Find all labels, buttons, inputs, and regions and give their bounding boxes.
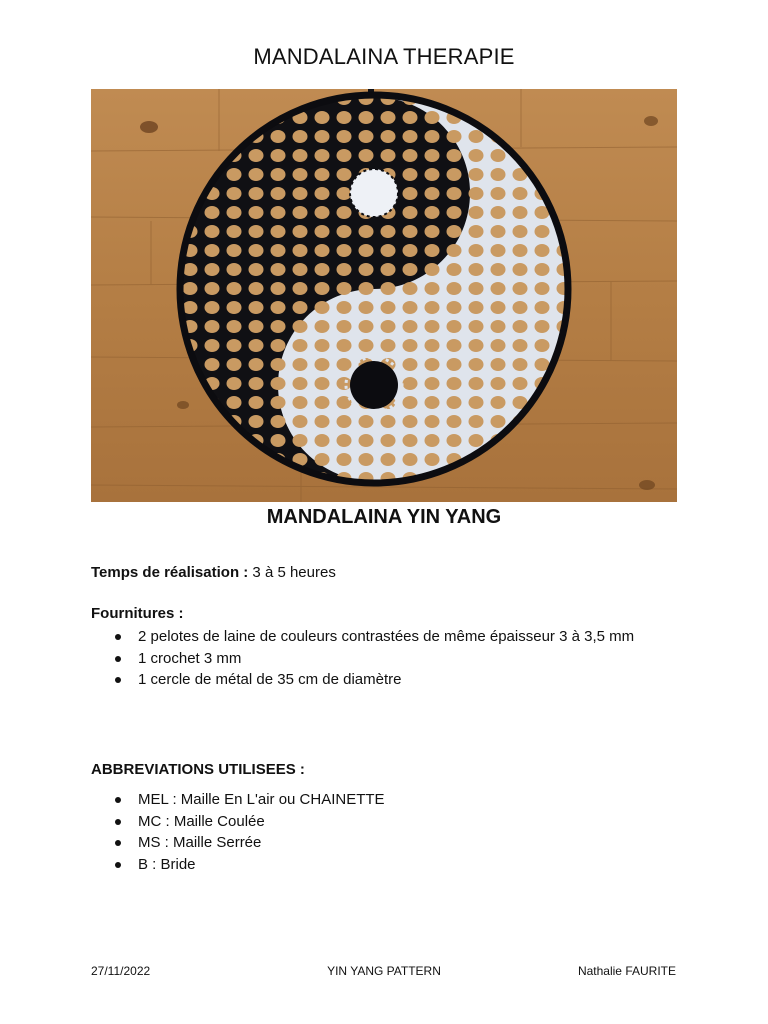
list-item: MEL : Maille En L'air ou CHAINETTE bbox=[91, 789, 671, 811]
bullet-icon bbox=[115, 656, 121, 662]
list-item: 2 pelotes de laine de couleurs contrastées de même épaisseur 3 à 3,5 mm bbox=[91, 626, 671, 648]
abbreviations-heading: ABBREVIATIONS UTILISEES : bbox=[91, 761, 305, 778]
yin-yang-mandala-photo bbox=[91, 89, 677, 502]
supplies-list bbox=[91, 626, 671, 691]
document-title: MANDALAINA YIN YANG bbox=[266, 506, 502, 528]
mandala-illustration bbox=[91, 89, 677, 502]
supplies-heading: Fournitures : bbox=[91, 605, 184, 622]
yin-yang-net bbox=[182, 97, 566, 481]
wood-knot bbox=[639, 480, 655, 490]
list-item: B : Bride bbox=[91, 854, 671, 876]
bullet-icon bbox=[115, 840, 121, 846]
abbreviations-list bbox=[91, 789, 671, 875]
bullet-icon bbox=[115, 819, 121, 825]
bullet-icon bbox=[115, 797, 121, 803]
time-value: 3 à 5 heures bbox=[248, 564, 336, 581]
list-item: MS : Maille Serrée bbox=[91, 832, 671, 854]
wood-knot bbox=[140, 121, 158, 133]
time-label: Temps de réalisation : bbox=[91, 564, 249, 581]
time-line bbox=[91, 564, 336, 581]
footer-author: Nathalie FAURITE bbox=[577, 964, 676, 978]
black-center-dot bbox=[350, 361, 398, 409]
page-header-title: MANDALAINA THERAPIE bbox=[253, 44, 515, 69]
list-item: 1 crochet 3 mm bbox=[91, 648, 671, 670]
wood-knot bbox=[644, 116, 658, 126]
footer-date: 27/11/2022 bbox=[91, 964, 151, 978]
list-item: 1 cercle de métal de 35 cm de diamètre bbox=[91, 669, 671, 691]
footer-center: YIN YANG PATTERN bbox=[327, 964, 441, 978]
wood-knot bbox=[177, 401, 189, 409]
bullet-icon bbox=[115, 677, 121, 683]
bullet-icon bbox=[115, 862, 121, 868]
bullet-icon bbox=[115, 634, 121, 640]
list-item: MC : Maille Coulée bbox=[91, 811, 671, 833]
